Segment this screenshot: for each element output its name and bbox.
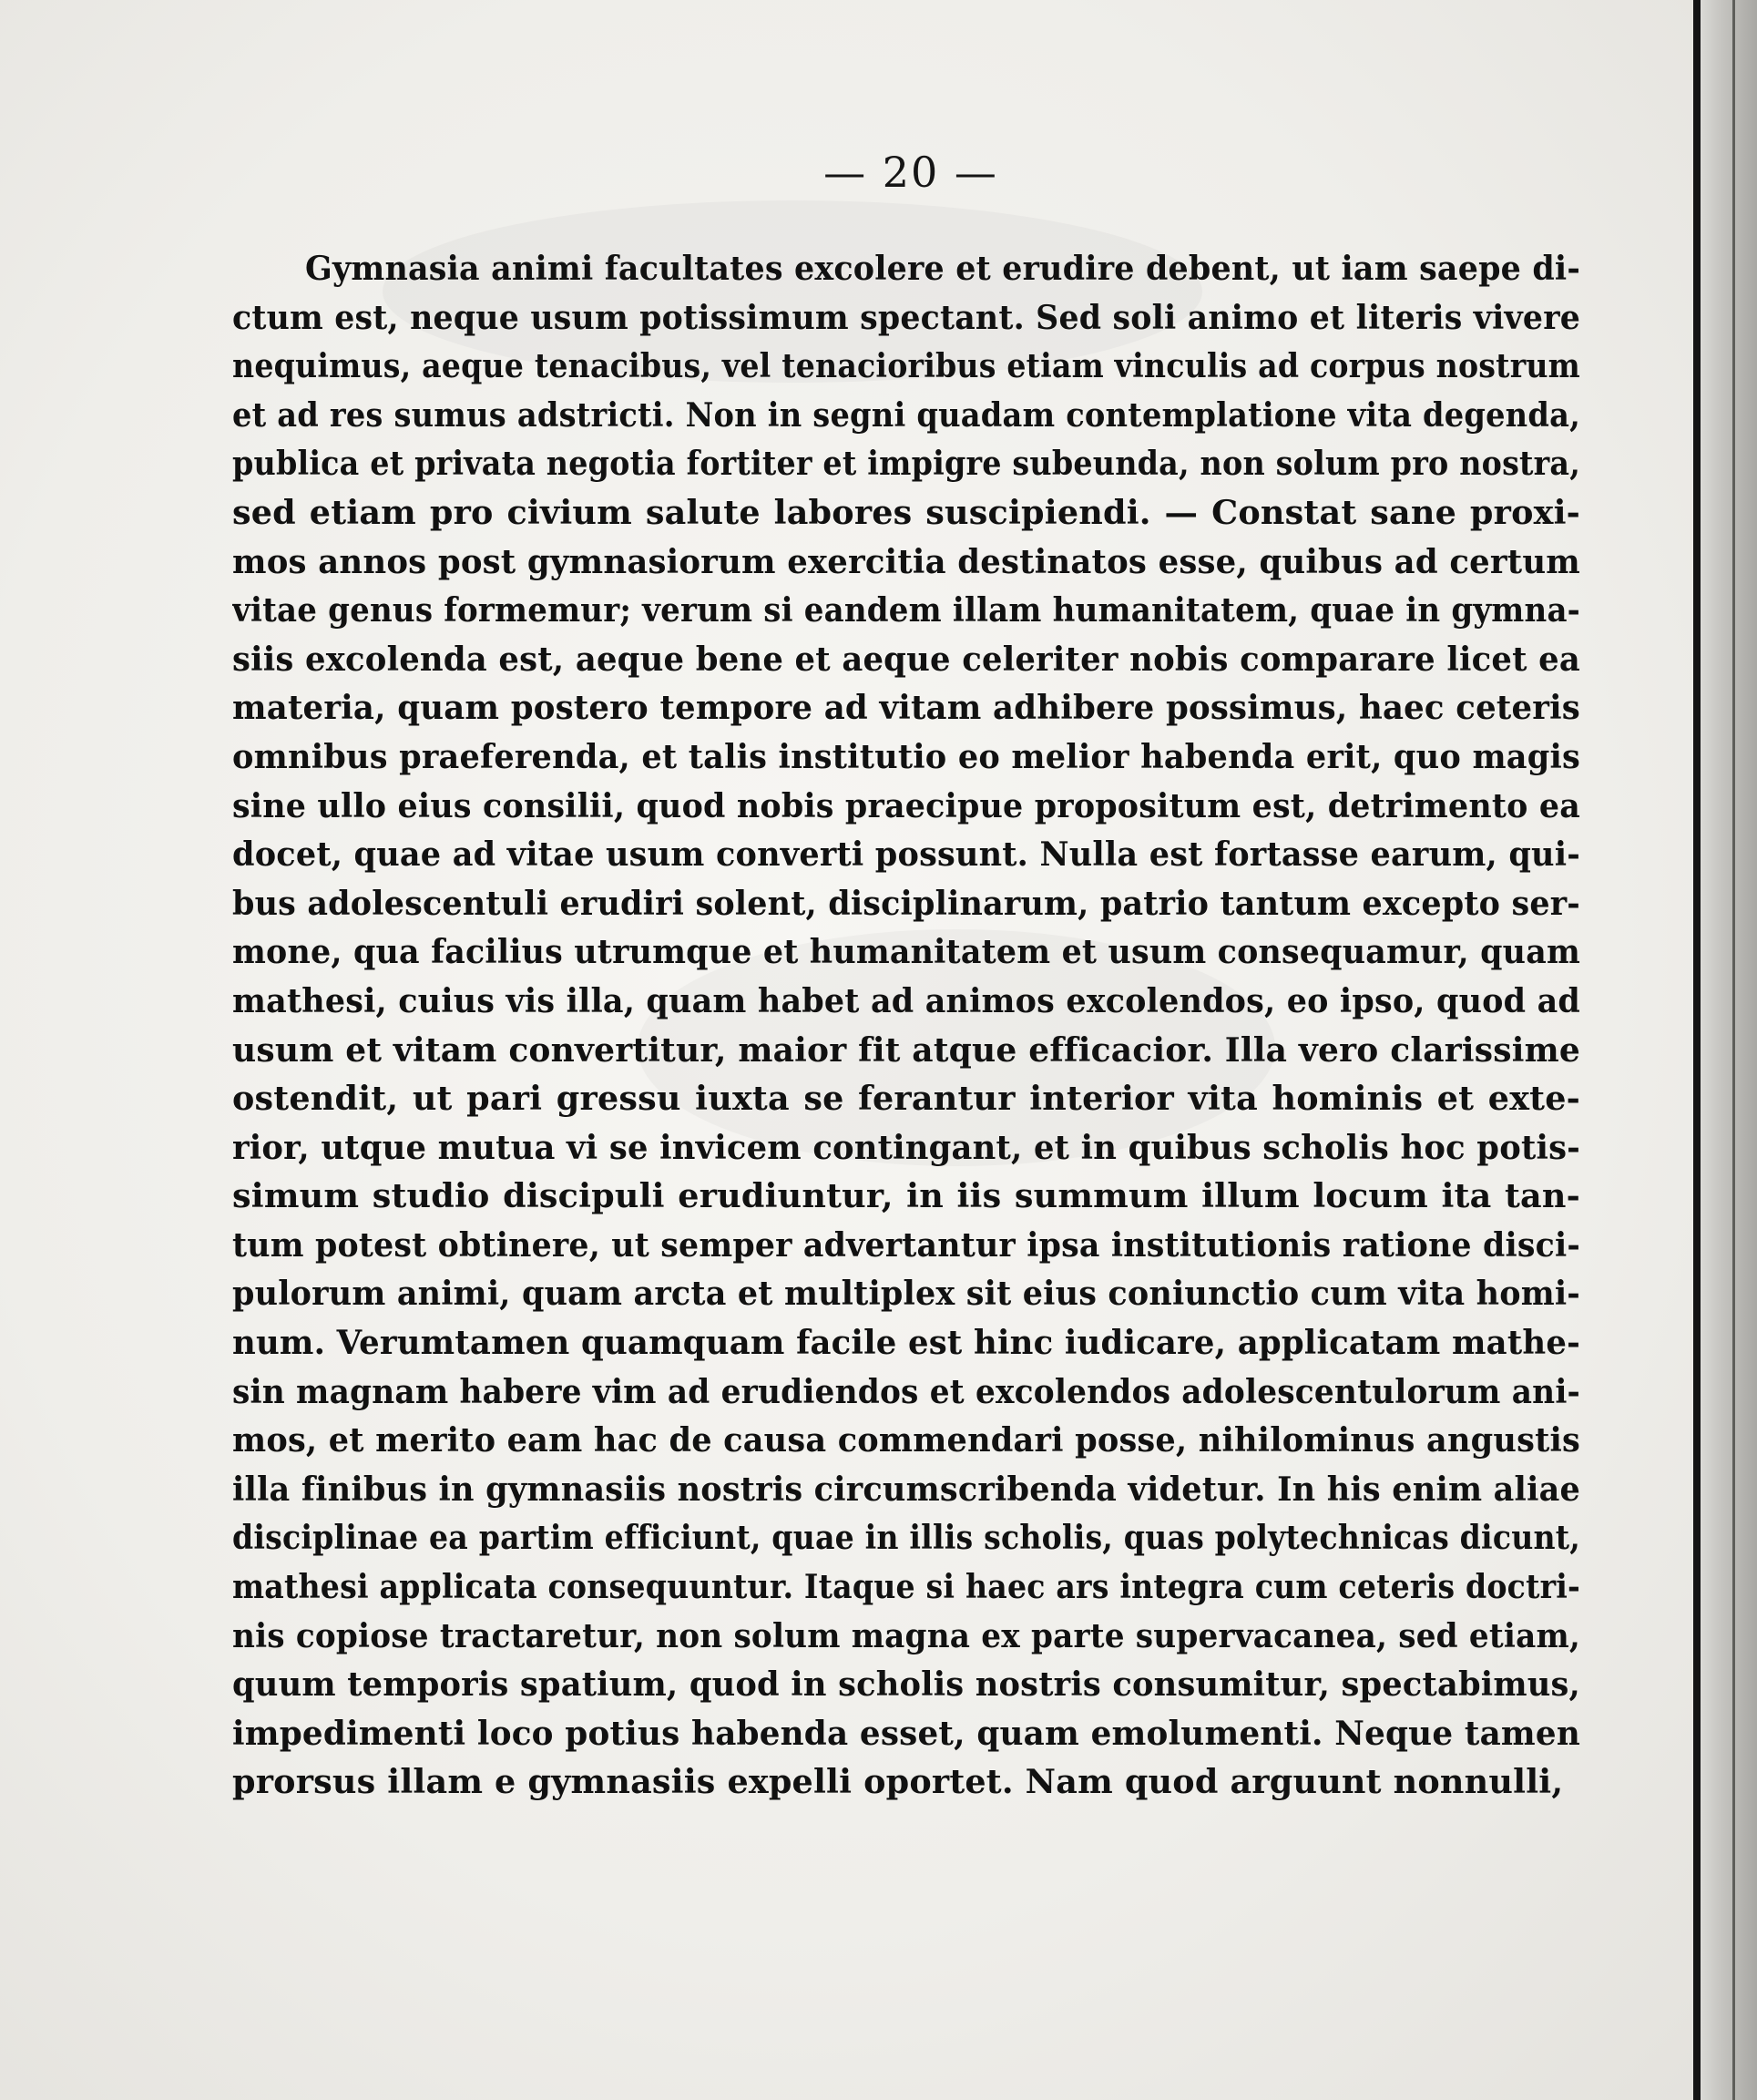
text-line: nis copiose tractaretur, non solum magna ex parte supervacanea, sed etiam,	[232, 1615, 1580, 1655]
text-line: docet, quae ad vitae usum converti possunt. Nulla est fortasse earum, qui-	[232, 835, 1580, 875]
text-line: usum et vitam convertitur, maior fit atque efficacior. Illa vero clarissime	[232, 1030, 1580, 1070]
page-number: — 20 —	[823, 148, 998, 197]
text-line: bus adolescentuli erudiri solent, disciplinarum, patrio tantum excepto ser-	[232, 883, 1580, 923]
text-line: illa finibus in gymnasiis nostris circumscribenda videtur. In his enim aliae	[232, 1469, 1580, 1509]
text-line: simum studio discipuli erudiuntur, in iis summum illum locum ita tan-	[232, 1176, 1580, 1216]
text-line: impedimenti loco potius habenda esset, quam emolumenti. Neque tamen	[232, 1713, 1580, 1753]
text-line: vitae genus formemur; verum si eandem illam humanitatem, quae in gymna-	[232, 590, 1580, 630]
text-line: Gymnasia animi facultates excolere et erudire debent, ut iam saepe di-	[305, 249, 1580, 288]
text-line: siis excolenda est, aeque bene et aeque celeriter nobis comparare licet ea	[232, 639, 1580, 679]
text-line: sine ullo eius consilii, quod nobis praecipue propositum est, detrimento ea	[232, 785, 1580, 825]
text-line: pulorum animi, quam arcta et multiplex sit eius coniunctio cum vita homi-	[232, 1274, 1580, 1314]
text-line: mathesi applicata consequuntur. Itaque si haec ars integra cum ceteris doctri-	[232, 1567, 1580, 1607]
page-edge-shadow	[1693, 0, 1701, 2100]
text-line: mos annos post gymnasiorum exercitia destinatos esse, quibus ad certum	[232, 541, 1580, 581]
text-line: mone, qua facilius utrumque et humanitatem et usum consequamur, quam	[232, 932, 1580, 972]
text-line: tum potest obtinere, ut semper advertantur ipsa institutionis ratione disci-	[232, 1224, 1580, 1265]
text-line: et ad res sumus adstricti. Non in segni quadam contemplatione vita degenda,	[232, 394, 1580, 435]
text-line: sed etiam pro civium salute labores suscipiendi. — Constat sane proxi-	[232, 492, 1580, 532]
text-line: sin magnam habere vim ad erudiendos et excolendos adolescentulorum ani-	[232, 1371, 1580, 1411]
text-line: mathesi, cuius vis illa, quam habet ad animos excolendos, eo ipso, quod ad	[232, 980, 1580, 1020]
adjacent-page-edge	[1701, 0, 1757, 2100]
text-line: omnibus praeferenda, et talis institutio eo melior habenda erit, quo magis	[232, 736, 1580, 776]
body-text	[232, 244, 1580, 1807]
page-edge-line	[1732, 0, 1735, 2100]
text-line: mos, et merito eam hac de causa commendari posse, nihilominus angustis	[232, 1420, 1580, 1460]
text-line: ctum est, neque usum potissimum spectant. Sed soli animo et literis vivere	[232, 297, 1580, 337]
text-line: prorsus illam e gymnasiis expelli oportet. Nam quod arguunt nonnulli,	[232, 1762, 1564, 1802]
text-line: publica et privata negotia fortiter et impigre subeunda, non solum pro nostra,	[232, 444, 1580, 484]
text-line: materia, quam postero tempore ad vitam adhibere possimus, haec ceteris	[232, 688, 1580, 728]
text-line: disciplinae ea partim efficiunt, quae in illis scholis, quas polytechnicas dicunt,	[232, 1518, 1580, 1558]
text-line: ostendit, ut pari gressu iuxta se ferantur interior vita hominis et exte-	[232, 1079, 1580, 1119]
text-line: rior, utque mutua vi se invicem contingant, et in quibus scholis hoc potis-	[232, 1127, 1580, 1167]
text-line: num. Verumtamen quamquam facile est hinc iudicare, applicatam mathe-	[232, 1323, 1580, 1363]
text-line: nequimus, aeque tenacibus, vel tenacioribus etiam vinculis ad corpus nostrum	[232, 346, 1580, 386]
text-line: quum temporis spatium, quod in scholis nostris consumitur, spectabimus,	[232, 1665, 1580, 1705]
